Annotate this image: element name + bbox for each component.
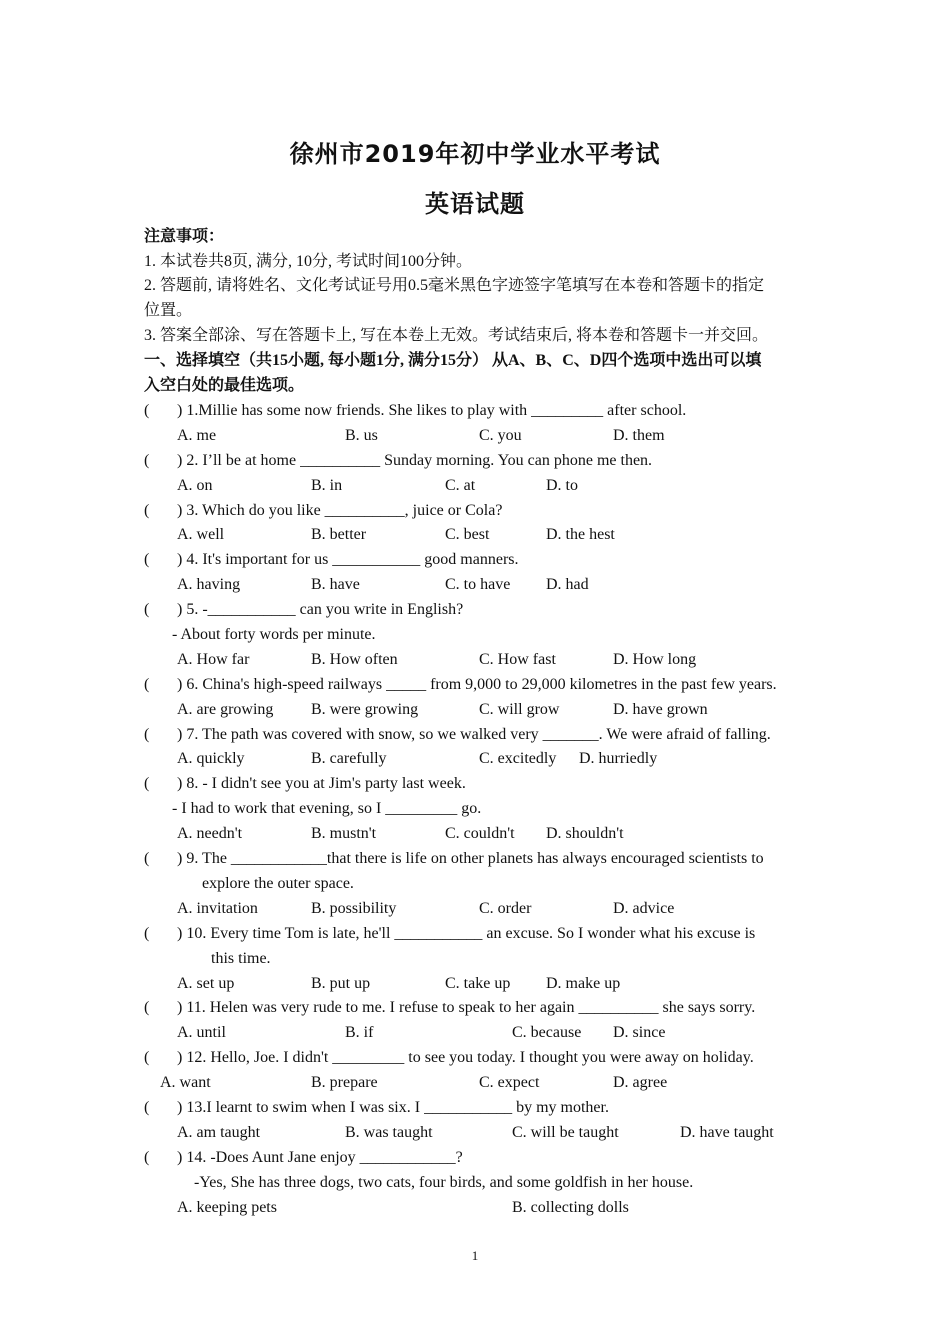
notice-item: 位置。 bbox=[144, 302, 193, 319]
question-stem: ) 9. The ____________that there is life on other planets has always encouraged scientists to bbox=[177, 850, 764, 867]
question-stem: ) 13.I learnt to swim when I was six. I ___________ by my mother. bbox=[177, 1099, 609, 1116]
answer-bracket: ( bbox=[144, 551, 150, 568]
answer-option: C. will be taught bbox=[512, 1124, 619, 1141]
question-stem-cont: - About forty words per minute. bbox=[172, 626, 376, 643]
answer-option: B. How often bbox=[311, 651, 398, 668]
question-stem: ) 14. -Does Aunt Jane enjoy ____________? bbox=[177, 1149, 463, 1166]
answer-option: A. keeping pets bbox=[177, 1199, 277, 1216]
answer-bracket: ( bbox=[144, 502, 150, 519]
question-stem: ) 11. Helen was very rude to me. I refuse to speak to her again __________ she says sorry. bbox=[177, 999, 756, 1016]
answer-option: D. How long bbox=[613, 651, 697, 668]
question-stem: ) 12. Hello, Joe. I didn't _________ to see you today. I thought you were away on holiday. bbox=[177, 1049, 754, 1066]
question-stem-cont: -Yes, She has three dogs, two cats, four birds, and some goldfish in her house. bbox=[194, 1174, 694, 1191]
answer-bracket: ( bbox=[144, 726, 150, 743]
answer-option: C. best bbox=[445, 526, 490, 543]
answer-option: C. you bbox=[479, 427, 522, 444]
answer-option: B. if bbox=[345, 1024, 374, 1041]
question-stem-cont: this time. bbox=[211, 950, 271, 967]
answer-option: A. want bbox=[160, 1074, 211, 1091]
answer-option: D. since bbox=[613, 1024, 666, 1041]
answer-option: B. mustn't bbox=[311, 825, 377, 842]
exam-subtitle: 英语试题 bbox=[425, 190, 525, 218]
answer-option: D. them bbox=[613, 427, 665, 444]
answer-option: C. to have bbox=[445, 576, 511, 593]
answer-option: B. was taught bbox=[345, 1124, 433, 1141]
answer-option: D. agree bbox=[613, 1074, 668, 1091]
answer-option: A. set up bbox=[177, 975, 235, 992]
answer-option: D. the hest bbox=[546, 526, 615, 543]
answer-option: D. have grown bbox=[613, 701, 708, 718]
question-stem-cont: explore the outer space. bbox=[202, 875, 354, 892]
answer-option: A. am taught bbox=[177, 1124, 261, 1141]
answer-option: A. invitation bbox=[177, 900, 258, 917]
answer-option: B. have bbox=[311, 576, 360, 593]
answer-option: B. were growing bbox=[311, 701, 419, 718]
answer-option: B. better bbox=[311, 526, 367, 543]
answer-option: A. on bbox=[177, 477, 213, 494]
answer-option: A. well bbox=[177, 526, 225, 543]
notice-item: 3. 答案全部涂、写在答题卡上, 写在本卷上无效。考试结束后, 将本卷和答题卡一并交回。 bbox=[144, 327, 769, 344]
answer-option: B. put up bbox=[311, 975, 371, 992]
answer-bracket: ( bbox=[144, 775, 150, 792]
question-stem-cont: - I had to work that evening, so I _________ go. bbox=[172, 800, 482, 817]
notice-heading: 注意事项： bbox=[144, 228, 225, 245]
page-number: 1 bbox=[471, 1248, 479, 1263]
answer-option: D. shouldn't bbox=[546, 825, 624, 842]
answer-option: C. take up bbox=[445, 975, 511, 992]
question-stem: ) 10. Every time Tom is late, he'll ___________ an excuse. So I wonder what his excuse is bbox=[177, 925, 756, 942]
answer-option: B. possibility bbox=[311, 900, 397, 917]
answer-bracket: ( bbox=[144, 676, 150, 693]
answer-bracket: ( bbox=[144, 1149, 150, 1166]
notice-item: 1. 本试卷共8页, 满分, 10分, 考试时间100分钟。 bbox=[144, 253, 473, 270]
answer-option: A. me bbox=[177, 427, 217, 444]
section-heading-cont: 入空白处的最佳选项。 bbox=[144, 377, 305, 394]
answer-option: D. had bbox=[546, 576, 589, 593]
question-stem: ) 8. - I didn't see you at Jim's party last week. bbox=[177, 775, 466, 792]
answer-option: C. order bbox=[479, 900, 532, 917]
answer-option: B. in bbox=[311, 477, 343, 494]
answer-bracket: ( bbox=[144, 1049, 150, 1066]
answer-option: C. How fast bbox=[479, 651, 556, 668]
answer-bracket: ( bbox=[144, 601, 150, 618]
answer-option: C. at bbox=[445, 477, 476, 494]
answer-bracket: ( bbox=[144, 925, 150, 942]
notice-item: 2. 答题前, 请将姓名、文化考试证号用0.5毫米黑色字迹签字笔填写在本卷和答题卡的指定 bbox=[144, 277, 765, 294]
answer-option: D. hurriedly bbox=[579, 750, 658, 767]
answer-option: C. excitedly bbox=[479, 750, 557, 767]
answer-bracket: ( bbox=[144, 402, 150, 419]
answer-option: A. until bbox=[177, 1024, 226, 1041]
question-stem: ) 5. -___________ can you write in English? bbox=[177, 601, 464, 618]
answer-bracket: ( bbox=[144, 1099, 150, 1116]
answer-option: B. carefully bbox=[311, 750, 387, 767]
question-stem: ) 2. I’ll be at home __________ Sunday morning. You can phone me then. bbox=[177, 452, 653, 469]
answer-option: D. to bbox=[546, 477, 578, 494]
question-stem: ) 7. The path was covered with snow, so we walked very _______. We were afraid of falling. bbox=[177, 726, 771, 743]
question-stem: ) 3. Which do you like __________, juice or Cola? bbox=[177, 502, 503, 519]
answer-option: A. How far bbox=[177, 651, 250, 668]
answer-option: B. us bbox=[345, 427, 378, 444]
answer-option: A. needn't bbox=[177, 825, 243, 842]
answer-bracket: ( bbox=[144, 452, 150, 469]
answer-option: D. have taught bbox=[680, 1124, 774, 1141]
question-stem: ) 4. It's important for us ___________ good manners. bbox=[177, 551, 519, 568]
answer-option: D. make up bbox=[546, 975, 621, 992]
answer-option: A. having bbox=[177, 576, 241, 593]
answer-option: C. because bbox=[512, 1024, 582, 1041]
answer-option: D. advice bbox=[613, 900, 675, 917]
answer-option: C. will grow bbox=[479, 701, 560, 718]
section-heading: 一、选择填空（共15小题, 每小题1分, 满分15分） 从A、B、C、D四个选项中选出可以填 bbox=[144, 352, 762, 369]
answer-bracket: ( bbox=[144, 850, 150, 867]
answer-option: B. prepare bbox=[311, 1074, 378, 1091]
answer-option: B. collecting dolls bbox=[512, 1199, 629, 1216]
answer-option: C. couldn't bbox=[445, 825, 515, 842]
answer-bracket: ( bbox=[144, 999, 150, 1016]
question-stem: ) 1.Millie has some now friends. She likes to play with _________ after school. bbox=[177, 402, 687, 419]
exam-title: 徐州市2019年初中学业水平考试 bbox=[289, 140, 661, 168]
answer-option: C. expect bbox=[479, 1074, 540, 1091]
answer-option: A. quickly bbox=[177, 750, 245, 767]
question-stem: ) 6. China's high-speed railways _____ from 9,000 to 29,000 kilometres in the past few years. bbox=[177, 676, 777, 693]
answer-option: A. are growing bbox=[177, 701, 274, 718]
